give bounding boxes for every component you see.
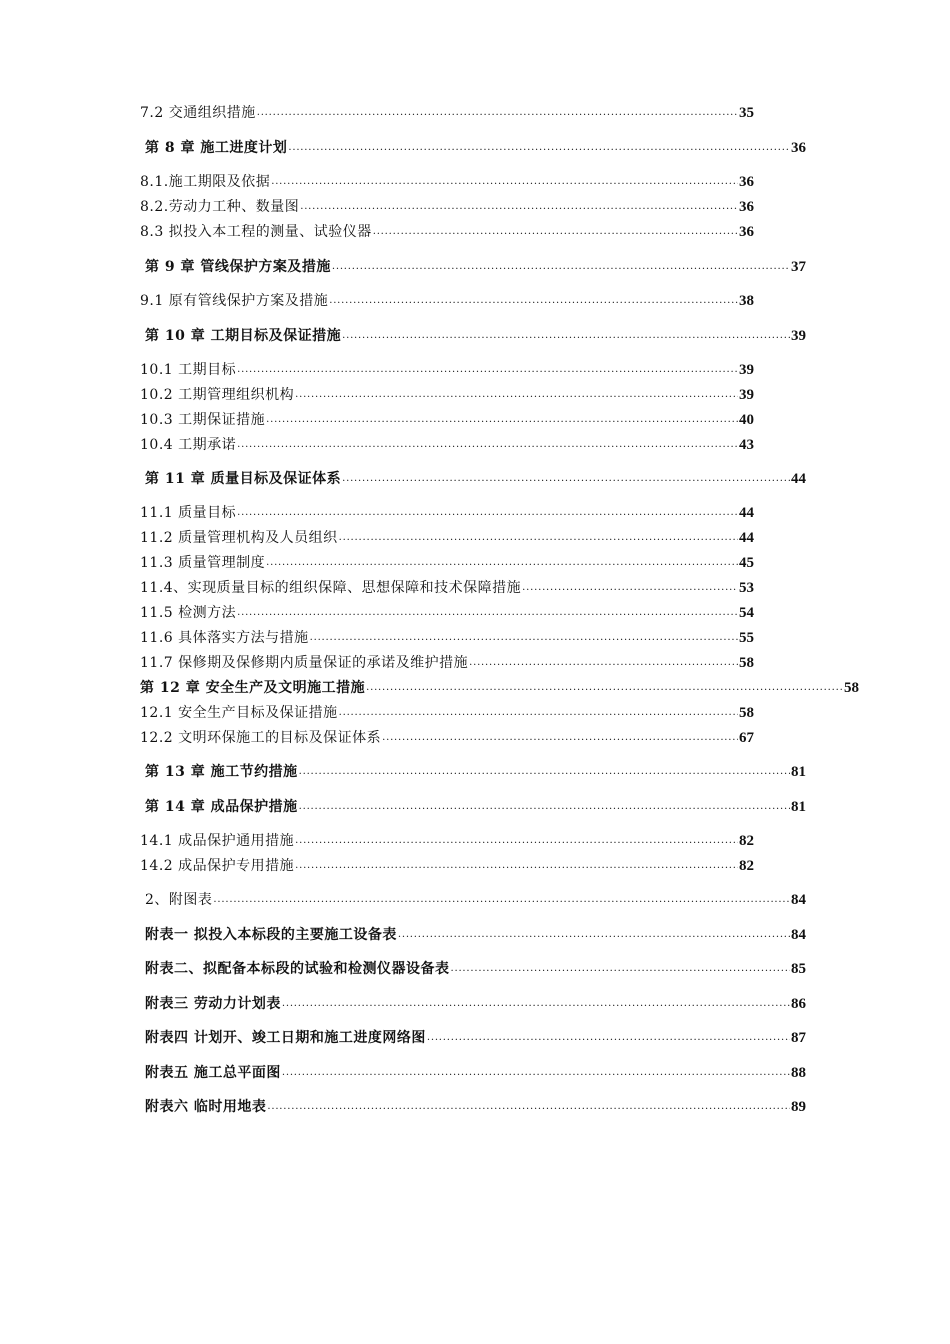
toc-page-number: 36 (739, 199, 754, 215)
toc-entry-title: 10.1 工期目标 (140, 362, 237, 378)
toc-dot-leader (266, 556, 738, 570)
toc-page-number: 82 (739, 833, 754, 849)
toc-dot-leader (299, 765, 790, 779)
toc-entry[interactable] (140, 407, 754, 429)
toc-appendix-entry[interactable] (145, 1025, 806, 1047)
toc-entry-title: 2、附图表 (145, 892, 213, 908)
toc-dot-leader (310, 631, 738, 645)
toc-page-number: 84 (791, 892, 806, 908)
toc-page-number: 81 (791, 764, 806, 780)
toc-entry-title: 第 8 章 施工进度计划 (145, 140, 288, 156)
toc-page-number: 53 (739, 580, 754, 596)
toc-dot-leader (257, 106, 738, 120)
toc-entry[interactable] (140, 575, 754, 597)
toc-page-number: 58 (844, 680, 859, 696)
toc-page-number: 58 (739, 705, 754, 721)
toc-chapter-entry[interactable] (145, 135, 806, 157)
toc-entry-title: 第 12 章 安全生产及文明施工措施 (140, 680, 366, 696)
toc-entry-title: 10.3 工期保证措施 (140, 412, 266, 428)
toc-entry[interactable] (140, 550, 754, 572)
toc-page-number: 86 (791, 996, 806, 1012)
toc-entry-title: 9.1 原有管线保护方案及措施 (140, 293, 329, 309)
toc-entry-title: 11.2 质量管理机构及人员组织 (140, 530, 338, 546)
toc-chapter-entry[interactable] (140, 675, 859, 697)
toc-chapter-entry[interactable] (145, 794, 806, 816)
toc-dot-leader (373, 225, 738, 239)
toc-entry-title: 11.7 保修期及保修期内质量保证的承诺及维护措施 (140, 655, 469, 671)
toc-page-number: 84 (791, 927, 806, 943)
toc-entry-title: 第 14 章 成品保护措施 (145, 799, 298, 815)
toc-entry-title: 8.3 拟投入本工程的测量、试验仪器 (140, 224, 372, 240)
toc-page-number: 43 (739, 437, 754, 453)
toc-appendix-entry[interactable] (145, 991, 806, 1013)
toc-page-number: 36 (739, 174, 754, 190)
toc-dot-leader (271, 175, 738, 189)
toc-dot-leader (237, 438, 738, 452)
toc-entry-title: 第 11 章 质量目标及保证体系 (145, 471, 342, 487)
toc-dot-leader (237, 363, 738, 377)
toc-dot-leader (342, 472, 790, 486)
toc-dot-leader (398, 928, 790, 942)
toc-dot-leader (267, 1100, 790, 1114)
toc-page-number: 88 (791, 1065, 806, 1081)
toc-page-number: 35 (739, 105, 754, 121)
toc-dot-leader (469, 656, 738, 670)
toc-entry-title: 7.2 交通组织措施 (140, 105, 256, 121)
toc-page-number: 54 (739, 605, 754, 621)
toc-page-number: 85 (791, 961, 806, 977)
toc-entry[interactable] (140, 382, 754, 404)
toc-entry-title: 14.2 成品保护专用措施 (140, 858, 295, 874)
toc-dot-leader (300, 200, 738, 214)
toc-page-number: 36 (791, 140, 806, 156)
toc-dot-leader (382, 731, 738, 745)
toc-entry[interactable] (140, 194, 754, 216)
toc-dot-leader (288, 141, 790, 155)
toc-entry-title: 11.4、实现质量目标的组织保障、思想保障和技术保障措施 (140, 580, 522, 596)
toc-chapter-entry[interactable] (145, 759, 806, 781)
toc-entry[interactable] (140, 432, 754, 454)
toc-entry[interactable] (140, 725, 754, 747)
toc-page-number: 58 (739, 655, 754, 671)
toc-entry-title: 第 9 章 管线保护方案及措施 (145, 259, 331, 275)
toc-entry[interactable] (140, 288, 754, 310)
toc-entry[interactable] (140, 625, 754, 647)
toc-entry-title: 12.2 文明环保施工的目标及保证体系 (140, 730, 382, 746)
toc-dot-leader (427, 1031, 790, 1045)
toc-entry-title: 附表四 计划开、竣工日期和施工进度网络图 (145, 1030, 426, 1046)
toc-page-number: 39 (739, 387, 754, 403)
toc-dot-leader (339, 531, 738, 545)
toc-entry[interactable] (140, 169, 754, 191)
toc-page-number: 44 (739, 505, 754, 521)
toc-appendix-entry[interactable] (145, 956, 806, 978)
toc-dot-leader (282, 997, 790, 1011)
toc-page-number: 44 (791, 471, 806, 487)
toc-appendix-entry[interactable] (145, 1094, 806, 1116)
toc-entry[interactable] (140, 100, 754, 122)
toc-entry[interactable] (140, 700, 754, 722)
toc-page-number: 38 (739, 293, 754, 309)
toc-entry[interactable] (140, 828, 754, 850)
toc-dot-leader (299, 800, 790, 814)
toc-page-number: 44 (739, 530, 754, 546)
toc-entry-title: 10.4 工期承诺 (140, 437, 237, 453)
toc-entry-title: 11.5 检测方法 (140, 605, 237, 621)
toc-dot-leader (332, 260, 790, 274)
toc-entry[interactable] (140, 525, 754, 547)
toc-entry-title: 附表二、拟配备本标段的试验和检测仪器设备表 (145, 961, 450, 977)
toc-page-number: 36 (739, 224, 754, 240)
toc-dot-leader (295, 834, 738, 848)
toc-dot-leader (295, 388, 738, 402)
toc-page-number: 40 (739, 412, 754, 428)
toc-dot-leader (213, 893, 790, 907)
toc-entry-title: 11.1 质量目标 (140, 505, 237, 521)
toc-entry[interactable] (140, 853, 754, 875)
toc-entry-title: 14.1 成品保护通用措施 (140, 833, 295, 849)
toc-entry-title: 11.6 具体落实方法与措施 (140, 630, 309, 646)
toc-entry-title: 第 10 章 工期目标及保证措施 (145, 328, 342, 344)
toc-dot-leader (237, 606, 738, 620)
toc-appendix-entry[interactable] (145, 1060, 806, 1082)
toc-page-number: 67 (739, 730, 754, 746)
toc-dot-leader (282, 1066, 790, 1080)
toc-page-number: 55 (739, 630, 754, 646)
toc-entry[interactable] (140, 500, 754, 522)
toc-entry-title: 8.1.施工期限及依据 (140, 174, 271, 190)
toc-dot-leader (266, 413, 738, 427)
toc-page-number: 81 (791, 799, 806, 815)
toc-entry[interactable] (140, 357, 754, 379)
toc-dot-leader (329, 294, 738, 308)
toc-page-number: 45 (739, 555, 754, 571)
toc-page-number: 39 (739, 362, 754, 378)
toc-chapter-entry[interactable] (145, 466, 806, 488)
toc-page-number: 82 (739, 858, 754, 874)
toc-entry-title: 12.1 安全生产目标及保证措施 (140, 705, 338, 721)
toc-dot-leader (339, 706, 738, 720)
toc-dot-leader (295, 859, 738, 873)
toc-entry-title: 附表五 施工总平面图 (145, 1065, 281, 1081)
toc-dot-leader (237, 506, 738, 520)
toc-dot-leader (522, 581, 738, 595)
toc-entry-title: 附表六 临时用地表 (145, 1099, 267, 1115)
toc-entry-title: 8.2.劳动力工种、数量图 (140, 199, 300, 215)
toc-dot-leader (366, 681, 843, 695)
toc-entry-title: 第 13 章 施工节约措施 (145, 764, 298, 780)
toc-entry-title: 附表三 劳动力计划表 (145, 996, 281, 1012)
toc-entry[interactable] (140, 219, 754, 241)
toc-page-number: 89 (791, 1099, 806, 1115)
toc-dot-leader (342, 329, 790, 343)
toc-dot-leader (451, 962, 791, 976)
toc-entry-title: 11.3 质量管理制度 (140, 555, 266, 571)
toc-page-number: 37 (791, 259, 806, 275)
toc-entry[interactable] (145, 887, 806, 909)
toc-page-number: 87 (791, 1030, 806, 1046)
toc-entry[interactable] (140, 600, 754, 622)
toc-page-number: 39 (791, 328, 806, 344)
toc-entry[interactable] (140, 650, 754, 672)
toc-chapter-entry[interactable] (145, 323, 806, 345)
toc-entry-title: 附表一 拟投入本标段的主要施工设备表 (145, 927, 397, 943)
toc-entry-title: 10.2 工期管理组织机构 (140, 387, 295, 403)
toc-appendix-entry[interactable] (145, 922, 806, 944)
toc-chapter-entry[interactable] (145, 254, 806, 276)
